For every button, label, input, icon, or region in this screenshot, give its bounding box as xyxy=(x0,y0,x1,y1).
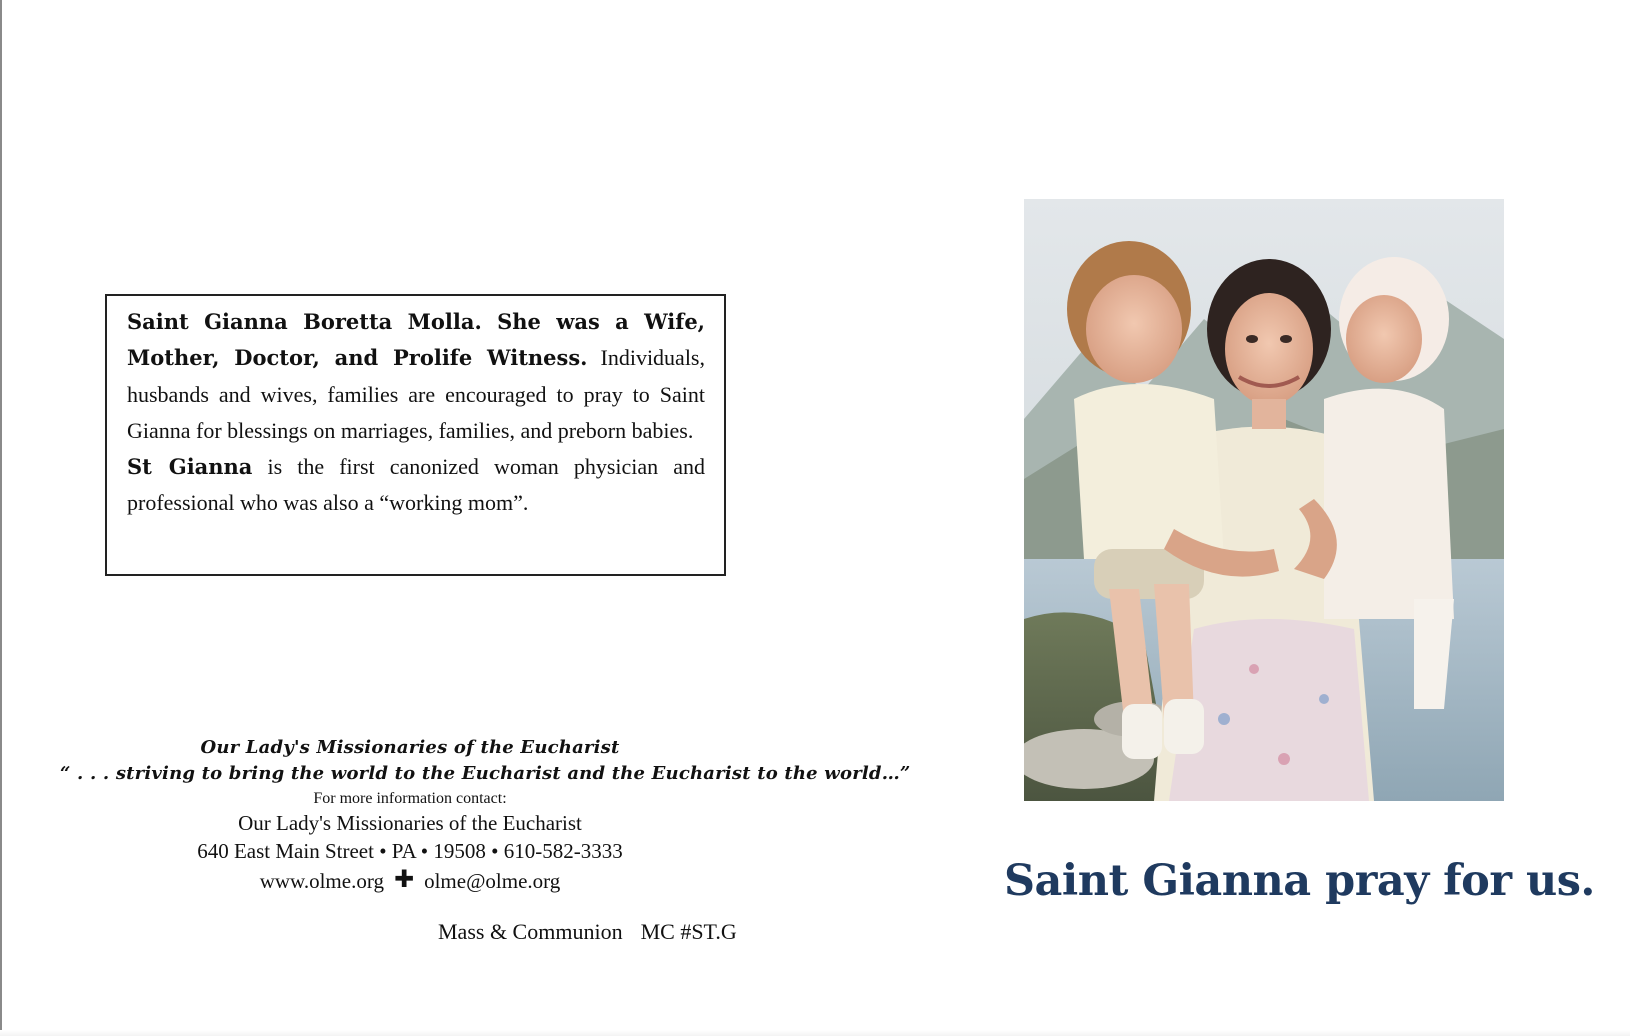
contact-web-email xyxy=(60,865,760,895)
code-number: MC #ST.G xyxy=(640,919,737,944)
website-link[interactable]: www.olme.org xyxy=(259,869,384,893)
info-paragraph-1 xyxy=(127,304,705,449)
code-category: Mass & Communion xyxy=(438,919,623,944)
contact-intro: For more information contact: xyxy=(313,790,507,807)
page-left-edge xyxy=(0,0,2,1036)
org-name-script: Our Lady's Missionaries of the Eucharist xyxy=(200,737,620,758)
info-second-bold: St Gianna xyxy=(127,454,253,480)
contact-address: 640 East Main Street • PA • 19508 • 610-582-3333 xyxy=(197,839,623,863)
page-bottom-edge xyxy=(0,1030,1630,1036)
info-lead-text: Individuals, husbands and wives, families are encouraged to pray to Saint Gianna for blessings on marriages, families, and preborn babies. xyxy=(127,345,705,443)
contact-org-name: Our Lady's Missionaries of the Eucharist xyxy=(238,811,582,835)
prayer-headline: Saint Gianna pray for us. xyxy=(1004,856,1595,906)
photo-illustration xyxy=(1024,199,1504,801)
info-lead-bold: Saint Gianna Boretta Molla. She was a Wife, Mother, Doctor, and Prolife Witness. xyxy=(127,309,705,371)
cross-icon: ✚ xyxy=(393,865,415,893)
document-code xyxy=(438,919,737,945)
info-paragraph-2 xyxy=(127,449,705,522)
org-contact-block xyxy=(60,735,911,895)
email-link[interactable]: olme@olme.org xyxy=(424,869,561,893)
info-second-text: is the first canonized woman physician and professional who was also a “working mom”. xyxy=(127,454,705,516)
saint-gianna-photo xyxy=(1024,199,1504,801)
info-box xyxy=(105,294,726,576)
org-motto: “ . . . striving to bring the world to the Eucharist and the Eucharist to the world…” xyxy=(60,763,911,784)
